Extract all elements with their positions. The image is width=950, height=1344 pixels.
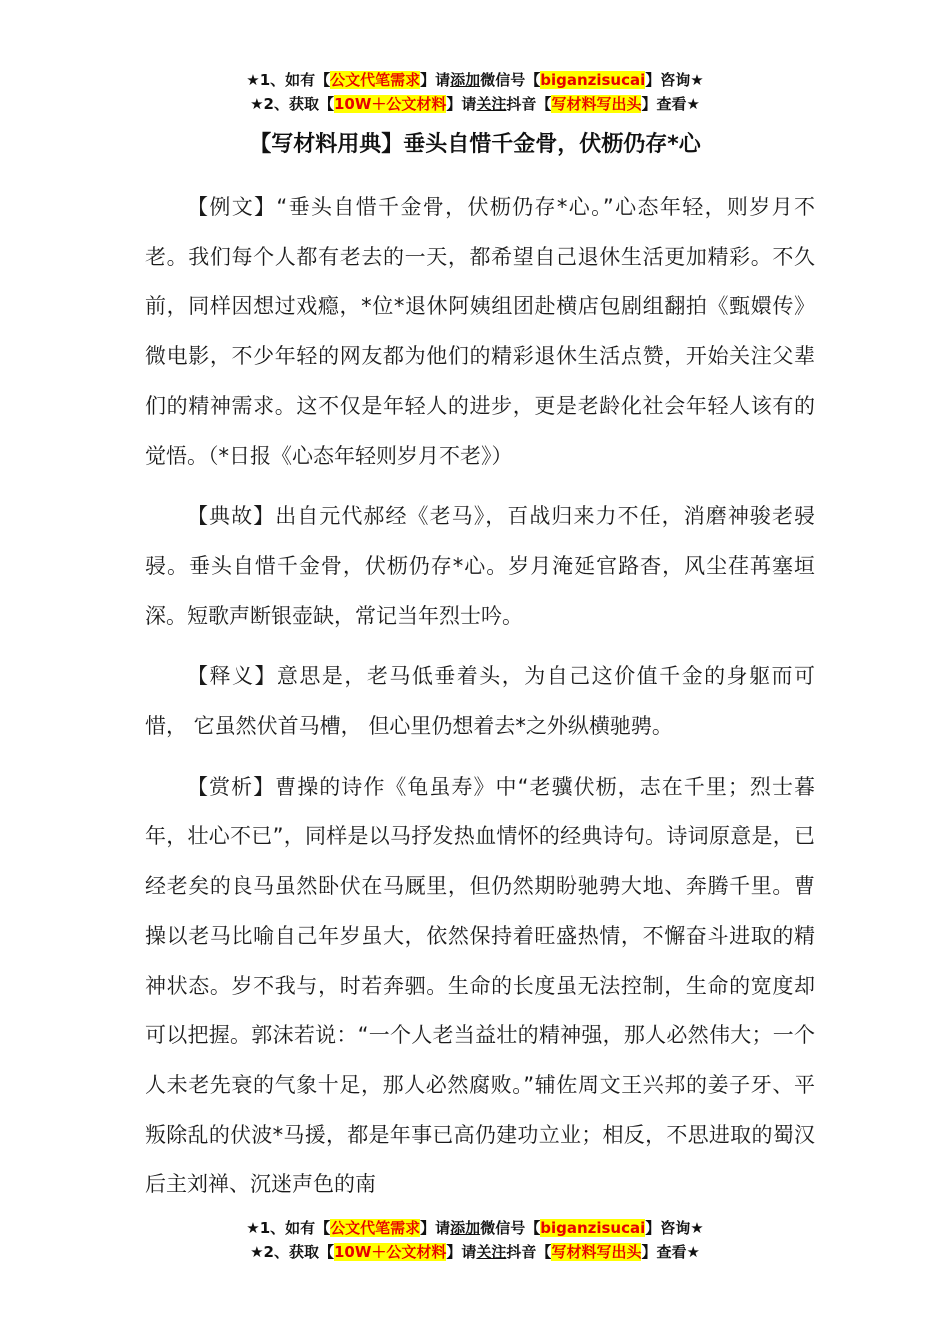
star-icon: ★	[250, 95, 264, 113]
banner-text: 微信号【	[480, 1219, 541, 1237]
highlight-douyin: 写材料写出头	[551, 95, 642, 113]
document-body	[145, 183, 815, 1221]
banner-text: 】请	[446, 1243, 477, 1261]
underlined-add: 添加	[450, 1219, 481, 1237]
banner-text: 】请	[420, 1219, 451, 1237]
star-icon: ★	[690, 71, 704, 89]
banner-text: 】查看	[641, 1243, 687, 1261]
banner-text: 】请	[420, 71, 451, 89]
banner-text: 抖音【	[506, 1243, 552, 1261]
highlight-materials: 10W＋公文材料	[333, 1243, 447, 1261]
banner-text: 2、获取【	[263, 95, 334, 113]
star-icon: ★	[686, 95, 700, 113]
banner-line-1	[0, 1216, 950, 1240]
highlight-wechat-id: biganzisucai	[540, 71, 646, 89]
document-title: 【写材料用典】垂头自惜千金骨，伏枥仍存*心	[249, 132, 701, 157]
banner-text: 1、如有【	[259, 71, 331, 89]
banner-line-2	[0, 1240, 950, 1264]
highlight-wechat-id: biganzisucai	[540, 1219, 646, 1237]
star-icon: ★	[250, 1243, 264, 1261]
underlined-follow: 关注	[476, 95, 507, 113]
banner-text: 】请	[446, 95, 477, 113]
footer-banner	[0, 1216, 950, 1264]
star-icon: ★	[686, 1243, 700, 1261]
highlight-douyin: 写材料写出头	[551, 1243, 642, 1261]
banner-text: 1、如有【	[259, 1219, 331, 1237]
banner-line-2	[0, 92, 950, 116]
paragraph-example: 【例文】“垂头自惜千金骨，伏枥仍存*心。”心态年轻，则岁月不老。我们每个人都有老去的一天，都希望自己退休生活更加精彩。不久前，同样因想过戏瘾，*位*退休阿姨组团赴横店包剧组翻拍《甄嬛传》微电影，不少年轻的网友都为他们的精彩退休生活点赞，开始关注父辈们的精神需求。这不仅是年轻人的进步，更是老龄化社会年轻人该有的觉悟。（*日报《心态年轻则岁月不老》）	[145, 195, 815, 468]
star-icon: ★	[246, 1219, 260, 1237]
star-icon: ★	[690, 1219, 704, 1237]
banner-text: 2、获取【	[263, 1243, 334, 1261]
paragraph-allusion: 【典故】出自元代郝经《老马》，百战归来力不任，消磨神骏老骎骎。垂头自惜千金骨，伏枥仍存*心。岁月淹延官路杳，风尘荏苒塞垣深。短歌声断银壶缺，常记当年烈士吟。	[145, 504, 815, 628]
paragraph-appreciation: 【赏析】曹操的诗作《龟虽寿》中“老骥伏枥，志在千里；烈士暮年，壮心不已”，同样是以马抒发热血情怀的经典诗句。诗词原意是，已经老矣的良马虽然卧伏在马厩里，但仍然期盼驰骋大地、奔腾千里。曹操以老马比喻自己年岁虽大，依然保持着旺盛热情，不懈奋斗进取的精神状态。岁不我与，时若奔驷。生命的长度虽无法控制，生命的宽度却可以把握。郭沫若说：“一个人老当益壮的精神强，那人必然伟大；一个人未老先衰的气象十足，那人必然腐败。”辅佐周文王兴邦的姜子牙、平叛除乱的伏波*马援，都是年事已高仍建功立业；相反，不思进取的蜀汉后主刘禅、沉迷声色的南	[145, 774, 815, 1197]
banner-text: 抖音【	[506, 95, 552, 113]
underlined-follow: 关注	[476, 1243, 507, 1261]
header-banner	[0, 68, 950, 116]
banner-text: 】查看	[641, 95, 687, 113]
underlined-add: 添加	[450, 71, 481, 89]
banner-text: 】咨询	[645, 1219, 691, 1237]
highlight-service: 公文代笔需求	[330, 71, 421, 89]
highlight-materials: 10W＋公文材料	[333, 95, 447, 113]
highlight-service: 公文代笔需求	[330, 1219, 421, 1237]
paragraph-meaning: 【释义】意思是，老马低垂着头，为自己这价值千金的身躯而可惜， 它虽然伏首马槽， 但心里仍想着去*之外纵横驰骋。	[145, 664, 815, 739]
banner-text: 微信号【	[480, 71, 541, 89]
star-icon: ★	[246, 71, 260, 89]
banner-text: 】咨询	[645, 71, 691, 89]
banner-line-1	[0, 68, 950, 92]
